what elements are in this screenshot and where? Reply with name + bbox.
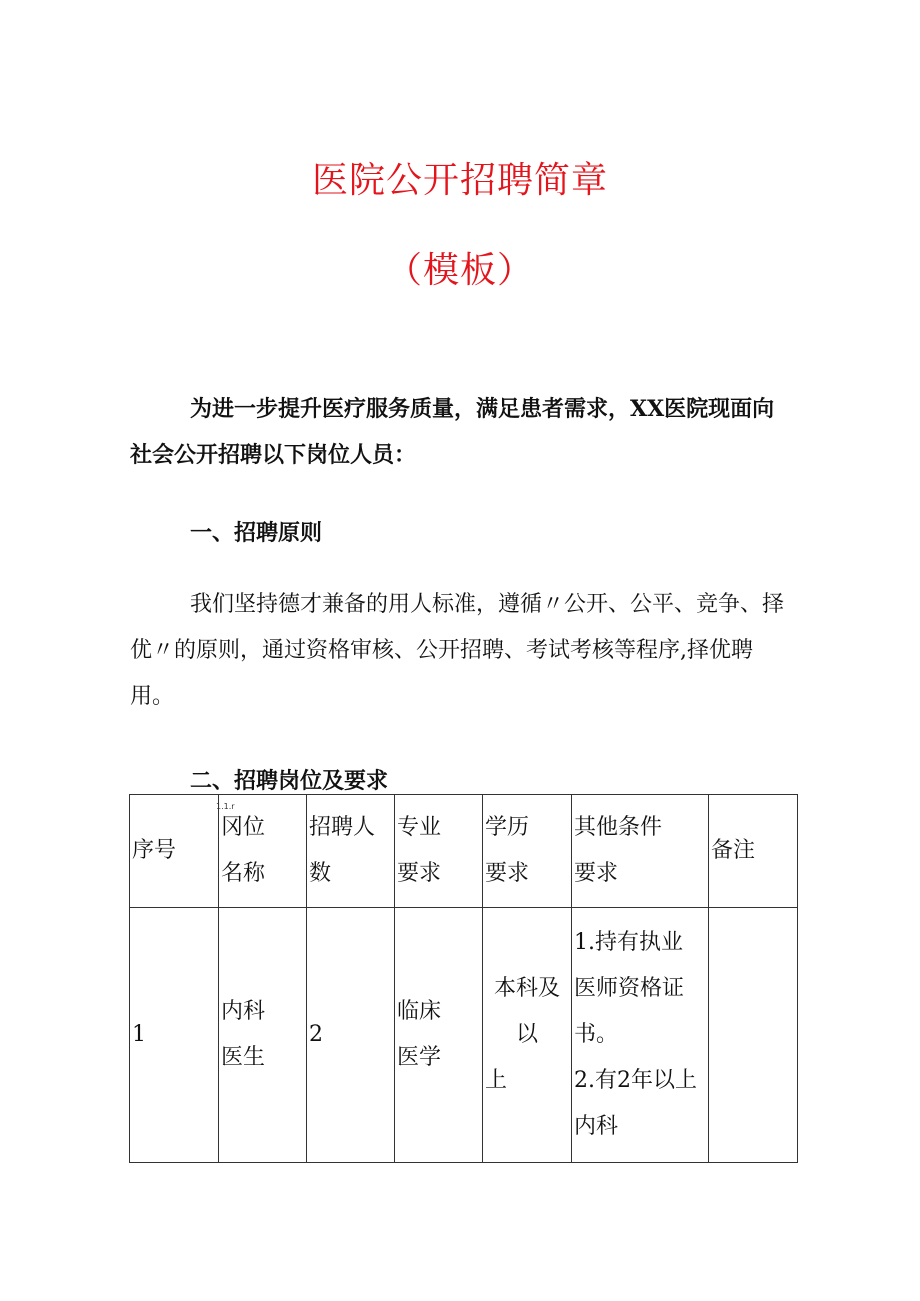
document-title: 医院公开招聘简章: [311, 160, 608, 201]
recruitment-table: [129, 794, 798, 1163]
document-subtitle: （模板）: [385, 250, 534, 291]
header-no: 序号: [130, 795, 219, 908]
cell-education: 本科及 以 上: [483, 908, 572, 1163]
cell-remark: [709, 908, 798, 1163]
cell-major: 临床 医学: [395, 908, 483, 1163]
cell-other: 1.持有执业 医师资格证 书。 2.有2年以上 内科: [572, 908, 709, 1163]
header-post: 冈位 名称: [219, 795, 307, 908]
section2-heading: 二、招聘岗位及要求: [190, 768, 389, 794]
section1-body: 我们坚持德才兼备的用人标准，遵循〃公开、公平、竞争、择优〃的原则，通过资格审核、公开招聘、考试考核等程序,择优聘用。: [130, 592, 785, 709]
header-count: 招聘人 数: [307, 795, 395, 908]
table-mark: 1.1.r: [216, 802, 235, 811]
intro-paragraph: 为进一步提升医疗服务质量，满足患者需求，XX医院现面向社会公开招聘以下岗位人员：: [130, 396, 775, 468]
cell-no: 1: [130, 908, 219, 1163]
cell-count: 2: [307, 908, 395, 1163]
header-remark: 备注: [709, 795, 798, 908]
header-education: 学历 要求: [483, 795, 572, 908]
table-header-row: [130, 795, 798, 908]
header-other: 其他条件 要求: [572, 795, 709, 908]
table-row: [130, 908, 798, 1163]
header-major: 专业 要求: [395, 795, 483, 908]
section1-heading: 一、招聘原则: [190, 520, 323, 546]
cell-post: 内科 医生: [219, 908, 307, 1163]
